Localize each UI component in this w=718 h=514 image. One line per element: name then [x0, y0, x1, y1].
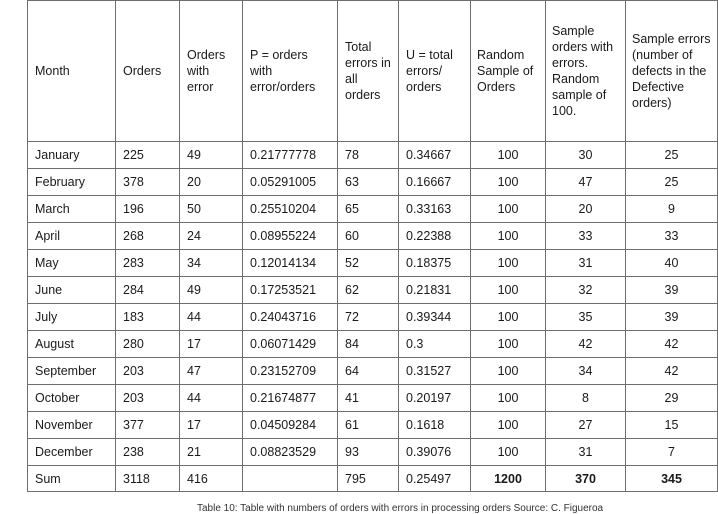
- table-cell: 0.25510204: [243, 196, 338, 223]
- table-cell: 8: [546, 385, 626, 412]
- table-cell: 283: [116, 250, 180, 277]
- table-cell: 203: [116, 385, 180, 412]
- table-cell: 0.3: [399, 331, 471, 358]
- table-cell: November: [28, 412, 116, 439]
- table-cell: June: [28, 277, 116, 304]
- table-cell: 0.17253521: [243, 277, 338, 304]
- table-cell: 280: [116, 331, 180, 358]
- table-cell: 34: [180, 250, 243, 277]
- header-orders-with-error: Orders with error: [180, 1, 243, 142]
- table-cell: 795: [338, 466, 399, 492]
- table-cell: 78: [338, 142, 399, 169]
- table-row: [28, 304, 718, 331]
- orders-errors-table: [27, 0, 718, 492]
- header-u-ratio: U = total errors/ orders: [399, 1, 471, 142]
- table-cell: 100: [471, 331, 546, 358]
- table-cell: September: [28, 358, 116, 385]
- table-cell: 0.23152709: [243, 358, 338, 385]
- table-cell: 0.08823529: [243, 439, 338, 466]
- table-cell: 72: [338, 304, 399, 331]
- table-cell: 47: [546, 169, 626, 196]
- table-cell: 0.1618: [399, 412, 471, 439]
- table-cell: 100: [471, 142, 546, 169]
- table-cell: 100: [471, 223, 546, 250]
- table-row: [28, 358, 718, 385]
- sum-row: [28, 466, 718, 492]
- table-cell: August: [28, 331, 116, 358]
- header-sample-orders-with-errors: Sample orders with errors. Random sample of 100.: [546, 1, 626, 142]
- table-cell: 0.21674877: [243, 385, 338, 412]
- table-cell: 35: [546, 304, 626, 331]
- table-cell: 61: [338, 412, 399, 439]
- table-row: [28, 439, 718, 466]
- table-cell: 24: [180, 223, 243, 250]
- table-cell: 47: [180, 358, 243, 385]
- table-cell: 268: [116, 223, 180, 250]
- header-month: Month: [28, 1, 116, 142]
- table-cell: 100: [471, 250, 546, 277]
- table-cell: 7: [626, 439, 718, 466]
- table-cell: 40: [626, 250, 718, 277]
- table-cell: 33: [546, 223, 626, 250]
- table-cell: 52: [338, 250, 399, 277]
- table-cell: 377: [116, 412, 180, 439]
- header-total-errors: Total errors in all orders: [338, 1, 399, 142]
- table-cell: 0.22388: [399, 223, 471, 250]
- table-row: [28, 250, 718, 277]
- table-cell: January: [28, 142, 116, 169]
- table-cell: 49: [180, 142, 243, 169]
- table-body: [28, 142, 718, 492]
- table-cell: 33: [626, 223, 718, 250]
- table-cell: July: [28, 304, 116, 331]
- table-cell: 0.33163: [399, 196, 471, 223]
- table-cell: 100: [471, 169, 546, 196]
- table-cell: 0.39076: [399, 439, 471, 466]
- table-cell: 0.39344: [399, 304, 471, 331]
- table-cell: 21: [180, 439, 243, 466]
- table-cell: 0.24043716: [243, 304, 338, 331]
- table-cell: 42: [626, 331, 718, 358]
- table-cell: 20: [546, 196, 626, 223]
- table-cell: February: [28, 169, 116, 196]
- table-cell: 31: [546, 250, 626, 277]
- table-cell: 0.12014134: [243, 250, 338, 277]
- table-cell: 84: [338, 331, 399, 358]
- table-cell: 15: [626, 412, 718, 439]
- table-cell: 378: [116, 169, 180, 196]
- table-cell: 65: [338, 196, 399, 223]
- table-cell: 238: [116, 439, 180, 466]
- table-cell: 93: [338, 439, 399, 466]
- table-cell: 0.04509284: [243, 412, 338, 439]
- table-cell: 100: [471, 439, 546, 466]
- table-cell: 17: [180, 412, 243, 439]
- table-cell: 284: [116, 277, 180, 304]
- table-cell: 42: [546, 331, 626, 358]
- table-cell: 100: [471, 412, 546, 439]
- table-cell: 0.34667: [399, 142, 471, 169]
- table-cell: [243, 466, 338, 492]
- table-row: [28, 331, 718, 358]
- table-caption: Table 10: Table with numbers of orders with errors in processing orders Source: C. Figueroa: [197, 503, 604, 514]
- table-cell: 27: [546, 412, 626, 439]
- table-row: [28, 385, 718, 412]
- table-cell: 30: [546, 142, 626, 169]
- table-cell: 63: [338, 169, 399, 196]
- table-cell: 0.21777778: [243, 142, 338, 169]
- header-p-ratio: P = orders with error/orders: [243, 1, 338, 142]
- table-cell: 203: [116, 358, 180, 385]
- table-row: [28, 142, 718, 169]
- table-cell: 44: [180, 385, 243, 412]
- header-orders: Orders: [116, 1, 180, 142]
- table-cell: 3118: [116, 466, 180, 492]
- table-cell: 0.31527: [399, 358, 471, 385]
- table-cell: Sum: [28, 466, 116, 492]
- table-cell: 0.05291005: [243, 169, 338, 196]
- table-cell: 0.20197: [399, 385, 471, 412]
- table-row: [28, 412, 718, 439]
- table-cell: 225: [116, 142, 180, 169]
- data-table-container: [27, 0, 717, 492]
- table-cell: 39: [626, 277, 718, 304]
- table-cell: 49: [180, 277, 243, 304]
- table-cell: 196: [116, 196, 180, 223]
- table-cell: 39: [626, 304, 718, 331]
- table-row: [28, 169, 718, 196]
- table-cell: 20: [180, 169, 243, 196]
- table-cell: 100: [471, 196, 546, 223]
- table-cell: 100: [471, 385, 546, 412]
- table-cell: 416: [180, 466, 243, 492]
- table-cell: 41: [338, 385, 399, 412]
- table-cell: May: [28, 250, 116, 277]
- table-cell: 0.16667: [399, 169, 471, 196]
- table-cell: 345: [626, 466, 718, 492]
- table-cell: 0.08955224: [243, 223, 338, 250]
- table-cell: 50: [180, 196, 243, 223]
- table-cell: March: [28, 196, 116, 223]
- table-cell: 0.06071429: [243, 331, 338, 358]
- table-cell: 370: [546, 466, 626, 492]
- table-cell: 183: [116, 304, 180, 331]
- table-cell: 32: [546, 277, 626, 304]
- table-cell: 0.25497: [399, 466, 471, 492]
- table-cell: 0.18375: [399, 250, 471, 277]
- table-cell: October: [28, 385, 116, 412]
- table-cell: December: [28, 439, 116, 466]
- table-row: [28, 196, 718, 223]
- table-cell: 34: [546, 358, 626, 385]
- table-cell: 60: [338, 223, 399, 250]
- table-cell: 25: [626, 169, 718, 196]
- header-sample-errors: Sample errors (number of defects in the Defective orders): [626, 1, 718, 142]
- table-cell: 62: [338, 277, 399, 304]
- table-cell: 100: [471, 358, 546, 385]
- table-cell: 31: [546, 439, 626, 466]
- table-cell: 29: [626, 385, 718, 412]
- table-cell: 1200: [471, 466, 546, 492]
- table-row: [28, 277, 718, 304]
- table-cell: 44: [180, 304, 243, 331]
- table-row: [28, 223, 718, 250]
- table-cell: 0.21831: [399, 277, 471, 304]
- table-cell: 9: [626, 196, 718, 223]
- table-cell: 17: [180, 331, 243, 358]
- table-cell: April: [28, 223, 116, 250]
- table-cell: 25: [626, 142, 718, 169]
- table-cell: 42: [626, 358, 718, 385]
- table-cell: 100: [471, 277, 546, 304]
- table-cell: 64: [338, 358, 399, 385]
- table-cell: 100: [471, 304, 546, 331]
- header-row: [28, 1, 718, 142]
- header-random-sample: Random Sample of Orders: [471, 1, 546, 142]
